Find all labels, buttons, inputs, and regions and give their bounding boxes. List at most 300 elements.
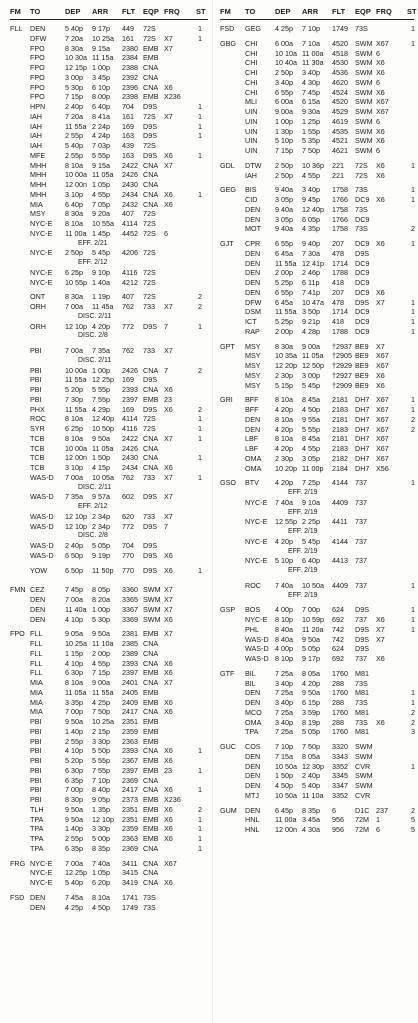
cell-arr: 2 34p	[92, 521, 110, 531]
schedule-row	[0, 141, 212, 151]
cell-frq: X7	[164, 433, 173, 443]
cell-flt: 161	[122, 33, 134, 43]
cell-st: 1	[411, 24, 415, 33]
cell-frq: 23	[164, 765, 172, 775]
cell-arr: 3 00p	[302, 370, 320, 380]
cell-flt: 2434	[122, 189, 138, 199]
cell-frq: X6	[164, 82, 173, 92]
cell-frq: 6	[376, 825, 380, 834]
cell-arr: 1 05p	[92, 180, 110, 189]
cell-dep: 6 45a	[275, 297, 293, 307]
cell-flt: 2181	[332, 395, 348, 405]
cell-st: 1	[198, 414, 202, 424]
cell-eqp: CNA	[143, 678, 159, 687]
cell-arr: 1 50p	[92, 453, 110, 463]
cell-to: BOS	[245, 605, 261, 615]
cell-arr: 9 17p	[302, 654, 320, 663]
cell-frq: X7	[376, 634, 385, 644]
cell-to: FLL	[30, 648, 43, 658]
cell-to: DEN	[245, 268, 261, 278]
schedule-row	[0, 292, 212, 302]
cell-flt: 2396	[122, 82, 138, 92]
cell-flt: 742	[332, 634, 344, 644]
header-dep: DEP	[275, 7, 291, 16]
cell-st: 2	[411, 414, 415, 424]
schedule-row	[0, 678, 212, 688]
cell-to: ROC	[30, 414, 46, 424]
cell-arr: 9 45p	[302, 195, 320, 204]
cell-dep: 11 55a	[275, 258, 297, 268]
cell-dep: 8 30a	[65, 209, 83, 219]
cell-flt: 2181	[332, 434, 348, 444]
cell-flt: 3345	[332, 771, 348, 781]
cell-eqp: EMB	[143, 53, 159, 63]
cell-frq: X6	[164, 746, 173, 756]
cell-eqp: CNA	[143, 82, 159, 92]
cell-flt: 4206	[122, 248, 138, 258]
cell-eqp: D9S	[143, 321, 157, 331]
cell-flt: 772	[122, 521, 134, 531]
cell-dep: 4 20p	[275, 405, 293, 414]
cell-to: DEN	[245, 414, 261, 424]
cell-st: 1	[198, 24, 202, 33]
cell-st: 1	[198, 834, 202, 843]
cell-arr: 10 25a	[92, 717, 114, 726]
cell-eqp: D9S	[143, 492, 157, 502]
cell-arr: 9 50a	[302, 634, 320, 644]
cell-st: 1	[411, 698, 415, 707]
cell-dep: 7 00a	[65, 595, 83, 604]
cell-to: MIA	[30, 707, 43, 717]
cell-dep: 11 00a	[275, 815, 297, 825]
cell-st: 1	[198, 453, 202, 463]
cell-st: 1	[198, 102, 202, 111]
cell-flt: 4621	[332, 146, 348, 155]
schedule-row	[0, 112, 212, 122]
cell-eqp: 73S	[143, 892, 156, 902]
schedule-row	[212, 625, 418, 635]
schedule-row	[0, 893, 212, 903]
cell-to: MCO	[245, 707, 262, 717]
cell-dep: 7 00p	[65, 785, 83, 795]
cell-arr: 5 45p	[302, 380, 320, 390]
cell-dep: 5 40p	[65, 24, 83, 33]
schedule-note	[0, 483, 212, 493]
note-text: DISC. 2/11	[78, 312, 112, 320]
cell-to: DEN	[30, 595, 46, 604]
cell-flt: 742	[332, 624, 344, 634]
cell-arr: 3 30p	[92, 824, 110, 834]
schedule-row	[0, 190, 212, 200]
cell-dep: 6 40p	[65, 199, 83, 209]
cell-flt: 4530	[332, 58, 348, 68]
cell-arr: 11 00a	[302, 48, 324, 58]
cell-dep: 3 05p	[275, 214, 293, 224]
cell-st: 1	[411, 761, 415, 771]
cell-flt: 2422	[122, 433, 138, 443]
cell-flt: 4409	[332, 580, 348, 590]
cell-to: IAH	[30, 111, 42, 121]
cell-flt: 4409	[332, 497, 348, 507]
cell-frq: X6	[376, 170, 385, 180]
cell-to: YOW	[30, 565, 48, 575]
cell-flt: 2430	[122, 180, 138, 189]
cell-arr: 4 50p	[92, 902, 110, 912]
schedule-row	[0, 746, 212, 756]
schedule-row	[212, 327, 418, 337]
cell-dep: 10 20p	[275, 463, 297, 473]
cell-to: TPA	[30, 843, 44, 853]
cell-frq: 6	[376, 146, 380, 155]
schedule-row	[0, 585, 212, 595]
cell-eqp: EMB	[143, 814, 159, 824]
header-arr: ARR	[92, 7, 109, 16]
cell-arr: 7 10a	[302, 38, 320, 48]
cell-to: TPA	[30, 824, 44, 834]
cell-flt: 161	[122, 111, 134, 121]
cell-to: TCB	[30, 433, 45, 443]
cell-arr: 5 50p	[92, 746, 110, 756]
cell-from: GJT	[220, 239, 234, 248]
cell-flt: 2363	[122, 736, 138, 746]
cell-arr: 5 45p	[92, 248, 110, 258]
cell-eqp: D9S	[355, 605, 369, 615]
schedule-note	[212, 547, 418, 557]
cell-to: NYC-E	[30, 858, 53, 868]
cell-eqp: CVR	[355, 790, 371, 800]
cell-to: PBI	[30, 795, 42, 804]
cell-to: DEN	[30, 892, 46, 902]
schedule-row	[212, 605, 418, 615]
cell-flt: 2426	[122, 443, 138, 453]
cell-arr: 2 46p	[302, 268, 320, 278]
cell-to: WAS-D	[30, 521, 54, 531]
cell-flt: 2397	[122, 394, 138, 404]
cell-to: PBI	[30, 717, 42, 726]
cell-flt: 1758	[332, 185, 348, 195]
schedule-row	[212, 791, 418, 801]
cell-arr: 2 40p	[302, 771, 320, 781]
cell-flt: 2183	[332, 405, 348, 414]
left-column-header	[0, 4, 212, 18]
cell-arr: 4 30a	[302, 825, 320, 834]
cell-to: DEN	[30, 614, 46, 624]
cell-eqp: 737	[355, 556, 367, 566]
cell-flt: 288	[332, 698, 344, 707]
schedule-row	[0, 131, 212, 141]
cell-to: FPO	[30, 72, 45, 82]
cell-eqp: SWM	[355, 107, 373, 116]
cell-flt: 2393	[122, 385, 138, 394]
cell-eqp: DH7	[355, 395, 370, 405]
cell-eqp: CNA	[143, 433, 159, 443]
cell-eqp: CNA	[143, 843, 159, 853]
cell-eqp: DH7	[355, 444, 370, 453]
cell-arr: 5 05p	[92, 541, 110, 550]
cell-dep: 7 45p	[65, 585, 83, 595]
cell-arr: 9 50a	[92, 629, 110, 639]
cell-dep: 6 55p	[275, 239, 293, 248]
cell-frq: X236	[164, 795, 181, 804]
cell-eqp: 737	[355, 478, 367, 488]
cell-to: NYC-E	[30, 248, 53, 258]
cell-dep: 2 55p	[65, 736, 83, 746]
cell-eqp: CNA	[143, 463, 159, 472]
cell-to: NYC-E	[245, 517, 268, 527]
cell-frq: X6	[164, 385, 173, 394]
schedule-row	[0, 24, 212, 34]
schedule-row	[212, 185, 418, 195]
cell-to: FLL	[30, 629, 43, 639]
schedule-row	[212, 205, 418, 215]
cell-eqp: 733	[143, 302, 155, 311]
cell-arr: 7 55p	[92, 765, 110, 775]
cell-from: GSO	[220, 478, 236, 488]
cell-to: GEG	[245, 24, 261, 33]
cell-flt: 407	[122, 292, 134, 302]
cell-to: MHH	[30, 170, 47, 180]
cell-arr: 9 00a	[302, 341, 320, 351]
schedule-row	[212, 307, 418, 317]
cell-st: 2	[411, 707, 415, 717]
cell-arr: 3 05p	[302, 453, 320, 463]
cell-dep: 6 50p	[65, 550, 83, 560]
cell-frq: X67	[376, 97, 389, 107]
cell-dep: 4 20p	[275, 444, 293, 453]
cell-dep: 8 10p	[275, 654, 293, 663]
cell-dep: 10 50a	[275, 790, 297, 800]
cell-eqp: EMB	[143, 765, 159, 775]
cell-arr: 2 00p	[92, 648, 110, 658]
cell-arr: 11 00p	[302, 463, 324, 473]
cell-dep: 3 05p	[275, 195, 293, 204]
schedule-row	[0, 717, 212, 727]
cell-flt: 2183	[332, 444, 348, 453]
cell-eqp: D1C	[355, 805, 370, 815]
cell-to: MSY	[30, 209, 46, 219]
schedule-row	[0, 248, 212, 258]
cell-eqp: EMB	[143, 795, 159, 804]
schedule-row	[212, 825, 418, 835]
cell-st: 1	[411, 160, 415, 170]
cell-dep: 6 45p	[275, 805, 293, 815]
cell-dep: 3 10p	[65, 189, 83, 199]
cell-st: 1	[411, 297, 415, 307]
cell-dep: 7 40a	[275, 497, 293, 507]
cell-to: ORH	[30, 302, 46, 311]
schedule-row	[212, 718, 418, 728]
header-arr: ARR	[302, 7, 319, 16]
schedule-row	[212, 708, 418, 718]
schedule-row	[212, 195, 418, 205]
cell-eqp: 737	[355, 580, 367, 590]
cell-frq: X6	[164, 814, 173, 824]
cell-dep: 12 10p	[65, 511, 87, 521]
cell-dep: 8 10a	[65, 678, 83, 687]
cell-eqp: CNA	[143, 746, 159, 756]
cell-eqp: 73S	[355, 678, 368, 688]
cell-to: ORH	[30, 321, 46, 331]
cell-arr: 8 35p	[302, 805, 320, 815]
schedule-row	[212, 171, 418, 181]
cell-to: FPO	[30, 53, 45, 63]
cell-to: CEZ	[30, 585, 45, 595]
cell-to: NYC-E	[245, 615, 268, 624]
cell-dep: 7 25a	[275, 727, 293, 737]
cell-dep: 4 00p	[275, 644, 293, 654]
cell-to: IAH	[30, 121, 42, 131]
cell-eqp: DH7	[355, 405, 370, 414]
header-st: ST	[196, 7, 206, 16]
cell-flt: 772	[122, 321, 134, 331]
cell-arr: 10 55a	[92, 219, 114, 228]
cell-to: COS	[245, 742, 261, 751]
cell-flt: 449	[122, 24, 134, 33]
cell-to: CID	[245, 195, 258, 204]
cell-eqp: D9S	[143, 121, 157, 131]
cell-to: IAH	[245, 170, 257, 180]
cell-arr: 9 00a	[92, 678, 110, 687]
schedule-row	[212, 215, 418, 225]
cell-arr: 2 34p	[92, 511, 110, 521]
cell-arr: 11 55a	[92, 687, 114, 697]
cell-flt: 4535	[332, 126, 348, 136]
cell-dep: 12 00n	[65, 453, 87, 463]
cell-arr: 8 45a	[302, 395, 320, 405]
schedule-row	[212, 97, 418, 107]
cell-dep: 2 55p	[65, 131, 83, 141]
cell-arr: 3 40p	[302, 68, 320, 77]
cell-flt: 221	[332, 160, 344, 170]
cell-dep: 11 00a	[65, 228, 87, 238]
cell-eqp: CNA	[143, 160, 159, 170]
schedule-row	[212, 517, 418, 527]
cell-dep: 11 55a	[65, 404, 87, 414]
cell-eqp: 72S	[143, 292, 156, 302]
cell-arr: 4 15p	[92, 463, 110, 472]
cell-eqp: CNA	[143, 868, 159, 878]
cell-frq: 6	[376, 48, 380, 58]
cell-eqp: EMB	[143, 43, 159, 53]
cell-st: 2	[198, 804, 202, 814]
cell-frq: X6	[376, 380, 385, 390]
cell-flt: 704	[122, 102, 134, 111]
cell-frq: X6	[376, 87, 385, 97]
cell-to: DEN	[30, 24, 46, 33]
schedule-row	[212, 688, 418, 698]
cell-dep: 7 00a	[65, 858, 83, 868]
cell-flt: 4144	[332, 478, 348, 488]
cell-dep: 9 40a	[275, 204, 293, 214]
cell-eqp: 72S	[143, 111, 156, 121]
cell-arr: 4 50p	[302, 405, 320, 414]
cell-to: WAS-D	[30, 492, 54, 502]
cell-dep: 7 25a	[275, 707, 293, 717]
cell-arr: 7 41p	[302, 287, 320, 297]
cell-to: MHH	[30, 180, 47, 189]
cell-dep: 8 10a	[275, 414, 293, 424]
cell-arr: 10 05a	[92, 472, 114, 482]
cell-flt: 2351	[122, 814, 138, 824]
cell-dep: 8 10a	[275, 395, 293, 405]
cell-from: FMN	[10, 585, 26, 595]
cell-dep: 10 35a	[275, 351, 297, 361]
cell-eqp: D9S	[143, 131, 157, 141]
note-text: DISC. 2/11	[78, 483, 112, 491]
cell-st: 1	[411, 624, 415, 634]
cell-arr: 5 35p	[302, 136, 320, 146]
cell-to: FLL	[30, 639, 43, 648]
cell-arr: 8 40p	[92, 785, 110, 795]
schedule-row	[0, 844, 212, 854]
cell-arr: 9 15a	[92, 160, 110, 170]
cell-eqp: CNA	[143, 658, 159, 668]
cell-eqp: 72M	[355, 825, 369, 834]
cell-dep: 7 00a	[65, 346, 83, 355]
cell-frq: X67	[164, 858, 177, 868]
cell-to: DEN	[245, 761, 261, 771]
cell-st: 1	[411, 38, 415, 48]
schedule-row	[0, 463, 212, 473]
schedule-row	[0, 834, 212, 844]
cell-arr: 7 50p	[302, 146, 320, 155]
cell-flt: 3320	[332, 742, 348, 751]
schedule-row	[212, 478, 418, 488]
cell-to: BIS	[245, 185, 257, 195]
schedule-row	[0, 102, 212, 112]
cell-arr: 12 40p	[302, 204, 324, 214]
cell-flt: 620	[122, 511, 134, 521]
cell-to: CHI	[245, 68, 258, 77]
cell-arr: 5 55p	[92, 385, 110, 394]
schedule-row	[0, 200, 212, 210]
cell-to: WAS-D	[30, 550, 54, 560]
cell-to: CHI	[245, 38, 258, 48]
cell-st: 1	[411, 307, 415, 317]
schedule-row	[212, 39, 418, 49]
cell-to: CHI	[245, 87, 258, 97]
cell-st: 3	[411, 727, 415, 737]
schedule-row	[212, 537, 418, 547]
note-text: DISC. 2/8	[78, 532, 108, 540]
cell-eqp: 72S	[143, 248, 156, 258]
right-column-header	[212, 4, 418, 18]
cell-st: 1	[198, 150, 202, 160]
cell-frq: X67	[376, 405, 389, 414]
cell-dep: 6 25p	[65, 424, 83, 433]
cell-dep: 10 00a	[65, 443, 87, 453]
cell-eqp: CNA	[143, 648, 159, 658]
cell-st: 2	[411, 805, 415, 815]
cell-dep: 7 15p	[65, 92, 83, 102]
schedule-row	[212, 635, 418, 645]
schedule-row	[212, 68, 418, 78]
cell-eqp: BE9	[355, 361, 369, 370]
cell-to: MLI	[245, 97, 257, 107]
header-to: TO	[30, 7, 41, 16]
cell-st: 1	[411, 395, 415, 405]
cell-eqp: DC9	[355, 239, 370, 248]
schedule-row	[212, 654, 418, 664]
cell-dep: 12 15p	[65, 63, 87, 72]
cell-to: IAH	[30, 141, 42, 150]
cell-st: 1	[198, 424, 202, 433]
cell-arr: 5 00p	[92, 834, 110, 843]
cell-st: 1	[411, 405, 415, 414]
cell-arr: 1 00p	[92, 604, 110, 614]
cell-dep: 7 00a	[65, 302, 83, 311]
cell-eqp: 737	[355, 615, 367, 624]
